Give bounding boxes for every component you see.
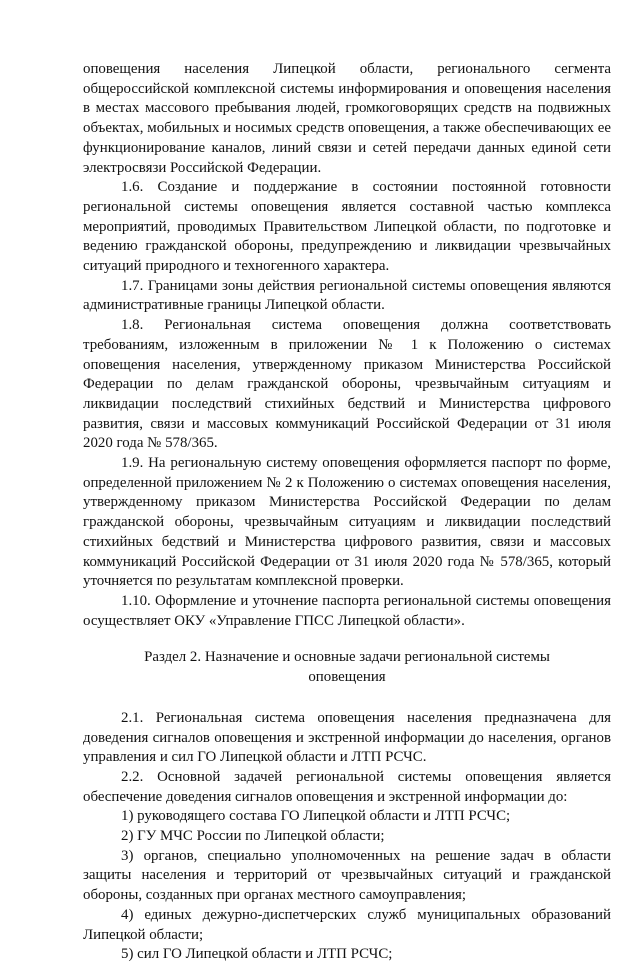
paragraph-1-9: 1.9. На региональную систему оповещения оформляется паспорт по форме, определенной приложением № 2 к Положению о системах оповещения населения, утвержденному приказом Министерства Российской Федерации по делам гражданской обороны, чрезвычайным ситуациям и ликвидации последствий стихийных бедствий и Министерства цифрового развития, связи и массовых коммуникаций Российской Федерации от 31 июля 2020 года № 578/365, который уточняется по результатам комплексной проверки. (83, 455, 611, 590)
paragraph-1-10: 1.10. Оформление и уточнение паспорта региональной системы оповещения осуществляет ОКУ «Управление ГПСС Липецкой области». (83, 592, 611, 629)
document-page (83, 60, 611, 965)
list-item-2: 2) ГУ МЧС России по Липецкой области; (121, 828, 385, 845)
paragraph-2-1: 2.1. Региональная система оповещения населения предназначена для доведения сигналов оповещения и экстренной информации до населения, органов управления и сил ГО Липецкой области и ЛТП РСЧС. (83, 709, 611, 766)
paragraph-1-8: 1.8. Региональная система оповещения должна соответствовать требованиям, изложенным в приложении № 1 к Положению о системах оповещения населения, утвержденному приказом Министерства Российской Федерации по делам гражданской обороны, чрезвычайным ситуациям и ликвидации последствий стихийных бедствий и Министерства цифрового развития, связи и массовых коммуникаций Российской Федерации от 31 июля 2020 года № 578/365. (83, 317, 611, 452)
list-item-5: 5) сил ГО Липецкой области и ЛТП РСЧС; (121, 946, 393, 963)
paragraph-2-2: 2.2. Основной задачей региональной системы оповещения является обеспечение доведения сигналов оповещения и экстренной информации до: (83, 768, 611, 805)
list-item-3: 3) органов, специально уполномоченных на решение задач в области защиты населения и территорий от чрезвычайных ситуаций и гражданской обороны, созданных при органах местного самоуправления; (83, 847, 611, 904)
paragraph-continuation: оповещения населения Липецкой области, регионального сегмента общероссийской комплексной системы информирования и оповещения населения в местах массового пребывания людей, громкоговорящих средств на подвижных объектах, мобильных и носимых средств оповещения, а также обеспечивающих ее функционирование каналов, линий связи и сетей передачи данных единой сети электросвязи Российской Федерации. (83, 61, 611, 176)
section-heading: Раздел 2. Назначение и основные задачи региональной системы оповещения (144, 649, 550, 686)
list-item-4: 4) единых дежурно-диспетчерских служб муниципальных образований Липецкой области; (83, 906, 611, 943)
paragraph-1-6: 1.6. Создание и поддержание в состоянии постоянной готовности региональной системы оповещения является составной частью комплекса мероприятий, проводимых Правительством Липецкой области, по подготовке и ведению гражданской обороны, предупреждению и ликвидации чрезвычайных ситуаций природного и техногенного характера. (83, 179, 611, 275)
paragraph-1-7: 1.7. Границами зоны действия региональной системы оповещения являются административные границы Липецкой области. (83, 277, 611, 314)
list-item-1: 1) руководящего состава ГО Липецкой области и ЛТП РСЧС; (121, 808, 511, 825)
